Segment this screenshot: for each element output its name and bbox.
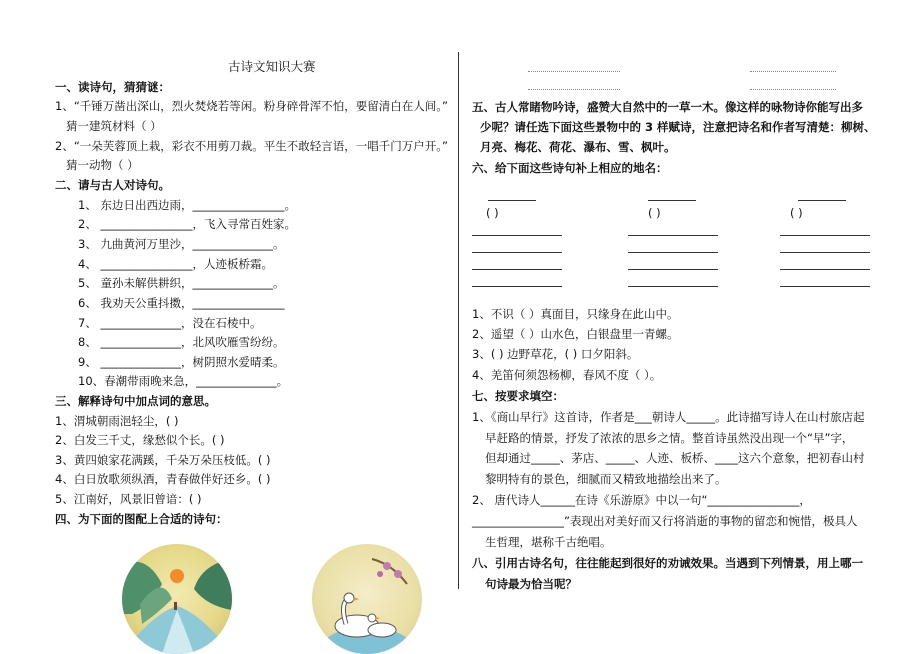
riddle-2-text: 2、“一朵芙蓉顶上栽，彩衣不用剪刀裁。平生不敢轻言语，一唱千门万户开。” (55, 139, 448, 153)
riddle-1-text: 1、“千锤万凿出深山，烈火焚烧若等闲。粉身碎骨浑不怕，要留清白在人间。” (55, 99, 448, 113)
section-1-heading: 一、读诗句，猜猜谜： (55, 80, 170, 94)
answer-line (488, 200, 536, 201)
riddle-1-answer: 猜一建筑材料（ ） (66, 119, 162, 133)
couplet-item: 1、 东边日出西边雨，________________。 (78, 198, 296, 212)
landscape-illustration (122, 544, 232, 654)
fill-line: 生哲理，堪称千古绝唱。 (485, 535, 612, 549)
fill-line: 黎明特有的景色，细腻而又精致地描绘出来了。 (485, 472, 727, 486)
section-7-heading: 七、按要求填空： (472, 389, 564, 403)
fill-line: 2、 唐代诗人______在诗《乐游原》中以一句“________________， (472, 493, 811, 507)
answer-line (528, 71, 620, 72)
answer-line (628, 286, 718, 287)
couplet-item: 8、 ______________，北风吹雁雪纷纷。 (78, 335, 285, 349)
section-4-heading: 四、为下面的图配上合适的诗句： (55, 512, 228, 526)
couplet-item: 9、 ______________，树阴照水爱晴柔。 (78, 355, 285, 369)
section-5-line-3: 月亮、梅花、荷花、瀑布、雪、枫叶。 (480, 140, 676, 154)
section-8-line-2: 句诗最为恰当呢？ (485, 577, 577, 591)
place-item: 2、遥望（ ）山水色，白银盘里一青螺。 (472, 327, 679, 341)
riddle-2-answer: 猜一动物（ ） (66, 158, 139, 172)
answer-line (628, 269, 718, 270)
section-5-line-2: 少呢？请任选下面这些景物中的 3 样赋诗，注意把诗名和作者写清楚：柳树、 (480, 120, 876, 134)
answer-line (780, 235, 870, 236)
goose-icon (312, 544, 422, 654)
answer-line (472, 286, 562, 287)
couplet-item: 5、 童孙未解供耕织，______________。 (78, 276, 285, 290)
fill-line: ________________”表现出对美好而又行将消逝的事物的留恋和惋惜，极具人 (472, 514, 858, 528)
place-item: 3、( ) 边野草花，( ) 口夕阳斜。 (472, 347, 639, 361)
section-5-line-1: 五、古人常睹物吟诗，盛赞大自然中的一草一木。像这样的咏物诗你能写出多 (472, 100, 863, 114)
couplet-item: 6、 我劝天公重抖擞，________________ (78, 296, 285, 310)
goose-illustration (312, 544, 422, 654)
meaning-item: 1、渭城朝雨浥轻尘，( ) (55, 414, 179, 428)
place-paren: ( ) (648, 206, 661, 220)
river-scene-icon (122, 544, 232, 654)
meaning-item: 3、黄四娘家花满蹊，千朵万朵压枝低。( ) (55, 453, 271, 467)
column-divider (458, 52, 459, 589)
couplet-item: 2、 ________________，飞入寻常百姓家。 (78, 217, 296, 231)
meaning-item: 4、白日放歌须纵酒，青春做伴好还乡。( ) (55, 472, 271, 486)
answer-line (798, 200, 846, 201)
answer-line (628, 252, 718, 253)
couplet-item: 10、春潮带雨晚来急，______________。 (78, 374, 289, 388)
place-paren: ( ) (486, 206, 499, 220)
place-paren: ( ) (790, 206, 803, 220)
answer-line (648, 200, 696, 201)
answer-line (472, 235, 562, 236)
answer-line (750, 89, 836, 90)
place-item: 1、不识（ ）真面目，只缘身在此山中。 (472, 307, 679, 321)
place-item: 4、羌笛何须怨杨柳，春风不度（ ）。 (472, 368, 662, 382)
answer-line (628, 235, 718, 236)
answer-line (780, 269, 870, 270)
meaning-item: 2、白发三千丈，缘愁似个长。( ) (55, 433, 225, 447)
answer-line (472, 252, 562, 253)
fill-line: 但却通过_____、茅店、_____、人迹、板桥、____这六个意象，把初春山村 (485, 451, 865, 465)
answer-line (780, 286, 870, 287)
section-6-heading: 六、给下面这些诗句补上相应的地名： (472, 161, 668, 175)
answer-line (528, 89, 620, 90)
answer-line (750, 71, 836, 72)
section-8-line-1: 八、引用古诗名句，往往能起到很好的劝诫效果。当遇到下列情景，用上哪一 (472, 556, 863, 570)
meaning-item: 5、江南好，风景旧曾谙：( ) (55, 492, 202, 506)
answer-line (780, 252, 870, 253)
couplet-item: 3、 九曲黄河万里沙，______________。 (78, 237, 285, 251)
section-2-heading: 二、请与古人对诗句。 (55, 178, 170, 192)
couplet-item: 7、 ______________，没在石棱中。 (78, 316, 262, 330)
fill-line: 1、《商山早行》这首诗，作者是___朝诗人_____。此诗描写诗人在山村旅店起 (472, 410, 865, 424)
couplet-item: 4、 ________________，人迹板桥霜。 (78, 257, 273, 271)
answer-line (472, 269, 562, 270)
fill-line: 早赶路的情景，抒发了浓浓的思乡之情。整首诗虽然没出现一个“早”字， (485, 431, 854, 445)
section-3-heading: 三、解释诗句中加点词的意思。 (55, 394, 216, 408)
page-title: 古诗文知识大赛 (228, 59, 316, 74)
